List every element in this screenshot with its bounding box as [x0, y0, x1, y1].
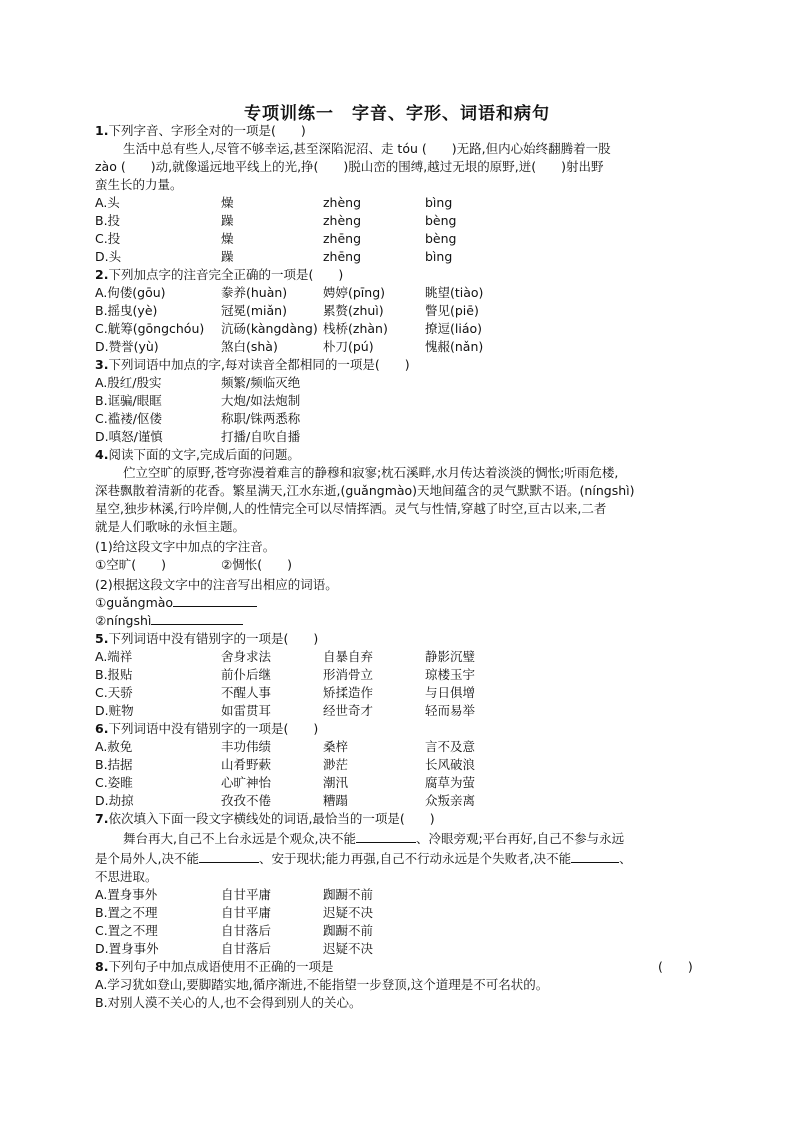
question-6-option-cell: 众叛亲离 — [425, 793, 476, 808]
question-2-stem: 2.下列加点字的注音完全正确的一项是( ) — [95, 267, 344, 282]
question-6-option-cell: 糟蹋 — [323, 793, 349, 808]
question-5-option-cell: 与日俱增 — [425, 685, 476, 700]
question-6-option-cell: 腐草为萤 — [425, 775, 476, 790]
question-7-passage-line: 不思进取。 — [95, 869, 158, 884]
question-1-passage-line: 生活中总有些人,尽管不够幸运,甚至深陷泥沼、走 tóu ( )无路,但内心始终翻腾着一股 — [123, 141, 611, 156]
question-2-option-cell: 瞥见(piē) — [425, 303, 479, 318]
question-5-option-cell: 不醒人事 — [221, 685, 272, 700]
question-2-option-cell: 眺望(tiào) — [425, 285, 484, 300]
question-1-option-c: C.投 — [95, 231, 121, 246]
question-7-passage-line: 是个局外人,决不能 、安于现状;能力再强,自己不行动永远是个失败者,决不能 、 — [95, 851, 632, 866]
question-2-option-cell: 豢养(huàn) — [221, 285, 288, 300]
question-6-option-d: D.劫掠 — [95, 793, 134, 808]
question-1-option-cell: 燥 — [221, 231, 234, 246]
question-7-option-d: D.置身事外 — [95, 941, 159, 956]
question-1-stem: 1.下列字音、字形全对的一项是( ) — [95, 123, 306, 138]
question-5-option-cell: 形消骨立 — [323, 667, 374, 682]
question-6-option-b: B.拮据 — [95, 757, 133, 772]
question-5-option-c: C.天骄 — [95, 685, 133, 700]
question-7-stem: 7.依次填入下面一段文字横线处的词语,最恰当的一项是( ) — [95, 811, 435, 826]
question-4-sub2: (2)根据这段文字中的注音写出相应的词语。 — [95, 577, 338, 592]
question-2-option-a: A.佝偻(gōu) — [95, 285, 166, 300]
question-6-option-cell: 山肴野蔌 — [221, 757, 272, 772]
question-5-option-cell: 琼楼玉宇 — [425, 667, 476, 682]
question-8-stem: 8.下列句子中加点成语使用不正确的一项是 — [95, 959, 334, 974]
question-4-passage-line: 伫立空旷的原野,苍穹弥漫着难言的静穆和寂寥;枕石溪畔,水月传达着淡淡的惆怅;听雨危楼, — [123, 465, 619, 480]
question-1-option-cell: bèng — [425, 213, 457, 228]
question-5-option-cell: 如雷贯耳 — [221, 703, 272, 718]
question-4-passage-line: 就是人们歌咏的永恒主题。 — [95, 519, 246, 534]
question-7-option-cell: 自甘平庸 — [221, 887, 272, 902]
question-2-option-cell: 沆砀(kàngdàng) — [221, 321, 318, 336]
question-7-passage-line: 舞台再大,自己不上台永远是个观众,决不能 、冷眼旁观;平台再好,自己不参与永远 — [123, 831, 625, 846]
question-5-option-a: A.端祥 — [95, 649, 133, 664]
answer-blank[interactable] — [356, 830, 416, 843]
question-1-option-cell: zhēng — [323, 249, 362, 264]
answer-blank[interactable] — [199, 850, 259, 863]
question-6-option-cell: 心旷神怡 — [221, 775, 272, 790]
question-4-sub2-a: ①guǎngmào — [95, 594, 257, 611]
question-6-option-cell: 桑梓 — [323, 739, 349, 754]
question-2-option-cell: 愧赧(nǎn) — [425, 339, 484, 354]
question-6-option-cell: 潮汛 — [323, 775, 349, 790]
question-7-option-cell: 迟疑不决 — [323, 941, 374, 956]
question-6-stem: 6.下列词语中没有错别字的一项是( ) — [95, 721, 319, 736]
question-7-option-cell: 自甘平庸 — [221, 905, 272, 920]
question-1-passage-line: 蛮生长的力量。 — [95, 177, 183, 192]
question-5-option-cell: 矫揉造作 — [323, 685, 374, 700]
question-7-option-cell: 踟蹰不前 — [323, 923, 374, 938]
question-7-option-cell: 自甘落后 — [221, 941, 272, 956]
question-5-option-cell: 经世奇才 — [323, 703, 374, 718]
question-3-option-cell: 打播/自吹自播 — [221, 429, 301, 444]
question-2-option-cell: 煞白(shà) — [221, 339, 278, 354]
question-2-option-d: D.赞誉(yù) — [95, 339, 159, 354]
question-2-option-cell: 累赘(zhuì) — [323, 303, 384, 318]
question-3-option-d: D.嗔怒/谨慎 — [95, 429, 163, 444]
question-3-option-cell: 称职/铢两悉称 — [221, 411, 301, 426]
question-1-option-cell: zhèng — [323, 213, 362, 228]
question-4-stem: 4.阅读下面的文字,完成后面的问题。 — [95, 447, 300, 462]
question-6-option-cell: 渺茫 — [323, 757, 349, 772]
question-1-option-b: B.投 — [95, 213, 121, 228]
question-4-passage-line: 星空,独步林溪,行吟岸侧,人的性情完全可以尽情挥洒。灵气与性情,穿越了时空,亘古以来,二者 — [95, 501, 607, 516]
question-3-option-a: A.殷红/殷实 — [95, 375, 162, 390]
question-7-option-cell: 踟蹰不前 — [323, 887, 374, 902]
question-1-option-cell: bèng — [425, 231, 457, 246]
question-2-option-b: B.摇曳(yè) — [95, 303, 158, 318]
question-5-option-cell: 轻而易举 — [425, 703, 476, 718]
question-2-option-cell: 冠冕(miǎn) — [221, 303, 287, 318]
question-2-option-cell: 栈桥(zhàn) — [323, 321, 388, 336]
answer-blank[interactable] — [151, 612, 243, 625]
question-1-option-cell: bìng — [425, 249, 453, 264]
question-3-option-cell: 频繁/频临灭绝 — [221, 375, 301, 390]
question-4-sub1: (1)给这段文字中加点的字注音。 — [95, 539, 276, 554]
question-7-option-cell: 自甘落后 — [221, 923, 272, 938]
question-3-option-b: B.诓骗/眼眶 — [95, 393, 162, 408]
question-2-option-cell: 娉婷(pīng) — [323, 285, 386, 300]
question-8-option-a: A.学习犹如登山,要脚踏实地,循序渐进,不能指望一步登顶,这个道理是不可名状的。 — [95, 977, 549, 992]
answer-blank[interactable] — [571, 850, 619, 863]
question-5-option-b: B.报贴 — [95, 667, 133, 682]
question-4-sub2-b: ②níngshì — [95, 612, 243, 629]
question-5-option-cell: 自暴自弃 — [323, 649, 374, 664]
question-1-option-cell: 躁 — [221, 213, 234, 228]
page-title: 专项训练一 字音、字形、词语和病句 — [244, 104, 550, 124]
question-5-option-cell: 静影沉璧 — [425, 649, 476, 664]
question-7-option-b: B.置之不理 — [95, 905, 158, 920]
question-8-answer-paren: ( ) — [658, 959, 693, 974]
question-7-option-a: A.置身事外 — [95, 887, 158, 902]
question-7-option-cell: 迟疑不决 — [323, 905, 374, 920]
question-4-sub1-b: ②惆怅( ) — [221, 557, 292, 572]
question-6-option-cell: 丰功伟绩 — [221, 739, 272, 754]
question-1-option-cell: zhēng — [323, 231, 362, 246]
question-2-option-cell: 撩逗(liáo) — [425, 321, 483, 336]
question-1-option-cell: 燥 — [221, 195, 234, 210]
question-1-option-cell: bìng — [425, 195, 453, 210]
question-2-option-c: C.觥筹(gōngchóu) — [95, 321, 205, 336]
question-5-option-d: D.赃物 — [95, 703, 134, 718]
question-2-option-cell: 朴刀(pú) — [323, 339, 374, 354]
question-1-option-d: D.头 — [95, 249, 122, 264]
question-6-option-c: C.姿睢 — [95, 775, 133, 790]
question-8-option-b: B.对别人漠不关心的人,也不会得到别人的关心。 — [95, 995, 362, 1010]
answer-blank[interactable] — [173, 594, 257, 607]
question-4-sub1-a: ①空旷( ) — [95, 557, 166, 572]
question-3-option-c: C.褴褛/伛偻 — [95, 411, 162, 426]
question-4-passage-line: 深巷飘散着清新的花香。繁星满天,江水东逝,(guǎngmào)天地间蕴含的灵气默默不语。(níngshì) — [95, 483, 635, 498]
question-6-option-cell: 孜孜不倦 — [221, 793, 272, 808]
question-1-passage-line: zào ( )动,就像遥远地平线上的光,挣( )脱山峦的围缚,越过无垠的原野,迸( )射出野 — [95, 159, 604, 174]
question-6-option-cell: 长风破浪 — [425, 757, 476, 772]
question-1-option-cell: 躁 — [221, 249, 234, 264]
question-5-stem: 5.下列词语中没有错别字的一项是( ) — [95, 631, 319, 646]
question-6-option-a: A.赦免 — [95, 739, 133, 754]
question-1-option-a: A.头 — [95, 195, 120, 210]
question-3-stem: 3.下列词语中加点的字,每对读音全都相同的一项是( ) — [95, 357, 410, 372]
question-1-option-cell: zhèng — [323, 195, 362, 210]
question-5-option-cell: 舍身求法 — [221, 649, 272, 664]
question-5-option-cell: 前仆后继 — [221, 667, 272, 682]
question-7-option-c: C.置之不理 — [95, 923, 158, 938]
question-6-option-cell: 言不及意 — [425, 739, 476, 754]
question-3-option-cell: 大炮/如法炮制 — [221, 393, 301, 408]
